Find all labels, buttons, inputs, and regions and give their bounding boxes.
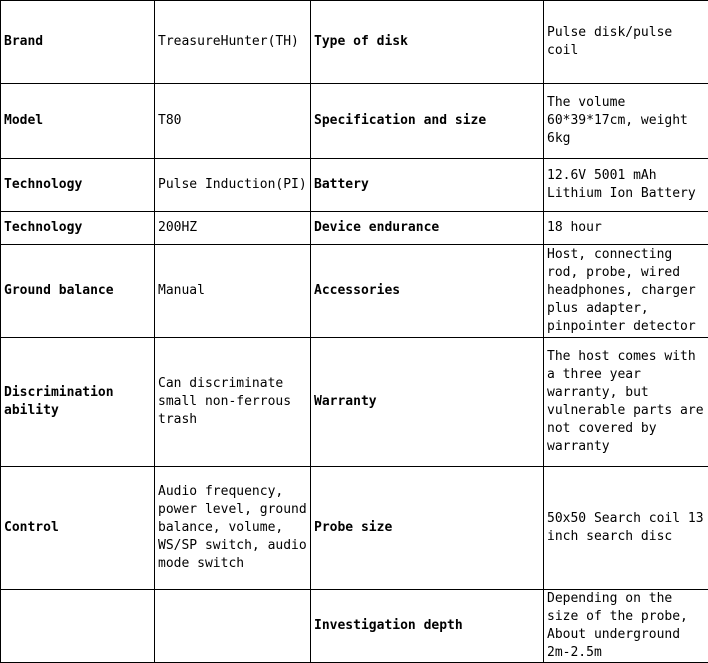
table-row [1, 467, 708, 590]
spec-value-empty [155, 590, 311, 663]
spec-label-empty [1, 590, 155, 663]
spec-value-model: T80 [155, 84, 311, 159]
spec-label-disk-type: Type of disk [311, 1, 544, 84]
spec-value-endurance: 18 hour [544, 212, 708, 245]
table-row [1, 245, 708, 338]
spec-value-probe-size: 50x50 Search coil 13 inch search disc [544, 467, 708, 590]
spec-label-control: Control [1, 467, 155, 590]
spec-value-ground-balance: Manual [155, 245, 311, 338]
table-row [1, 84, 708, 159]
spec-label-brand: Brand [1, 1, 155, 84]
table-row [1, 338, 708, 467]
spec-value-accessories: Host, connecting rod, probe, wired headphones, charger plus adapter, pinpointer detector [544, 245, 708, 338]
spec-label-technology: Technology [1, 159, 155, 212]
table-row [1, 212, 708, 245]
table-row [1, 590, 708, 663]
spec-value-technology: Pulse Induction(PI) [155, 159, 311, 212]
spec-label-accessories: Accessories [311, 245, 544, 338]
table-row [1, 159, 708, 212]
spec-value-frequency: 200HZ [155, 212, 311, 245]
spec-value-warranty: The host comes with a three year warranty, but vulnerable parts are not covered by warranty [544, 338, 708, 467]
spec-label-endurance: Device endurance [311, 212, 544, 245]
spec-value-size: The volume 60*39*17cm, weight 6kg [544, 84, 708, 159]
spec-value-battery: 12.6V 5001 mAh Lithium Ion Battery [544, 159, 708, 212]
spec-label-frequency: Technology [1, 212, 155, 245]
spec-label-battery: Battery [311, 159, 544, 212]
spec-value-brand: TreasureHunter(TH) [155, 1, 311, 84]
spec-label-discrimination: Discrimination ability [1, 338, 155, 467]
spec-label-size: Specification and size [311, 84, 544, 159]
spec-value-discrimination: Can discriminate small non-ferrous trash [155, 338, 311, 467]
spec-label-warranty: Warranty [311, 338, 544, 467]
spec-value-depth: Depending on the size of the probe, About underground 2m-2.5m [544, 590, 708, 663]
spec-value-disk-type: Pulse disk/pulse coil [544, 1, 708, 84]
spec-value-control: Audio frequency, power level, ground balance, volume, WS/SP switch, audio mode switch [155, 467, 311, 590]
spec-label-depth: Investigation depth [311, 590, 544, 663]
spec-label-probe-size: Probe size [311, 467, 544, 590]
spec-label-ground-balance: Ground balance [1, 245, 155, 338]
table-row [1, 1, 708, 84]
spec-label-model: Model [1, 84, 155, 159]
